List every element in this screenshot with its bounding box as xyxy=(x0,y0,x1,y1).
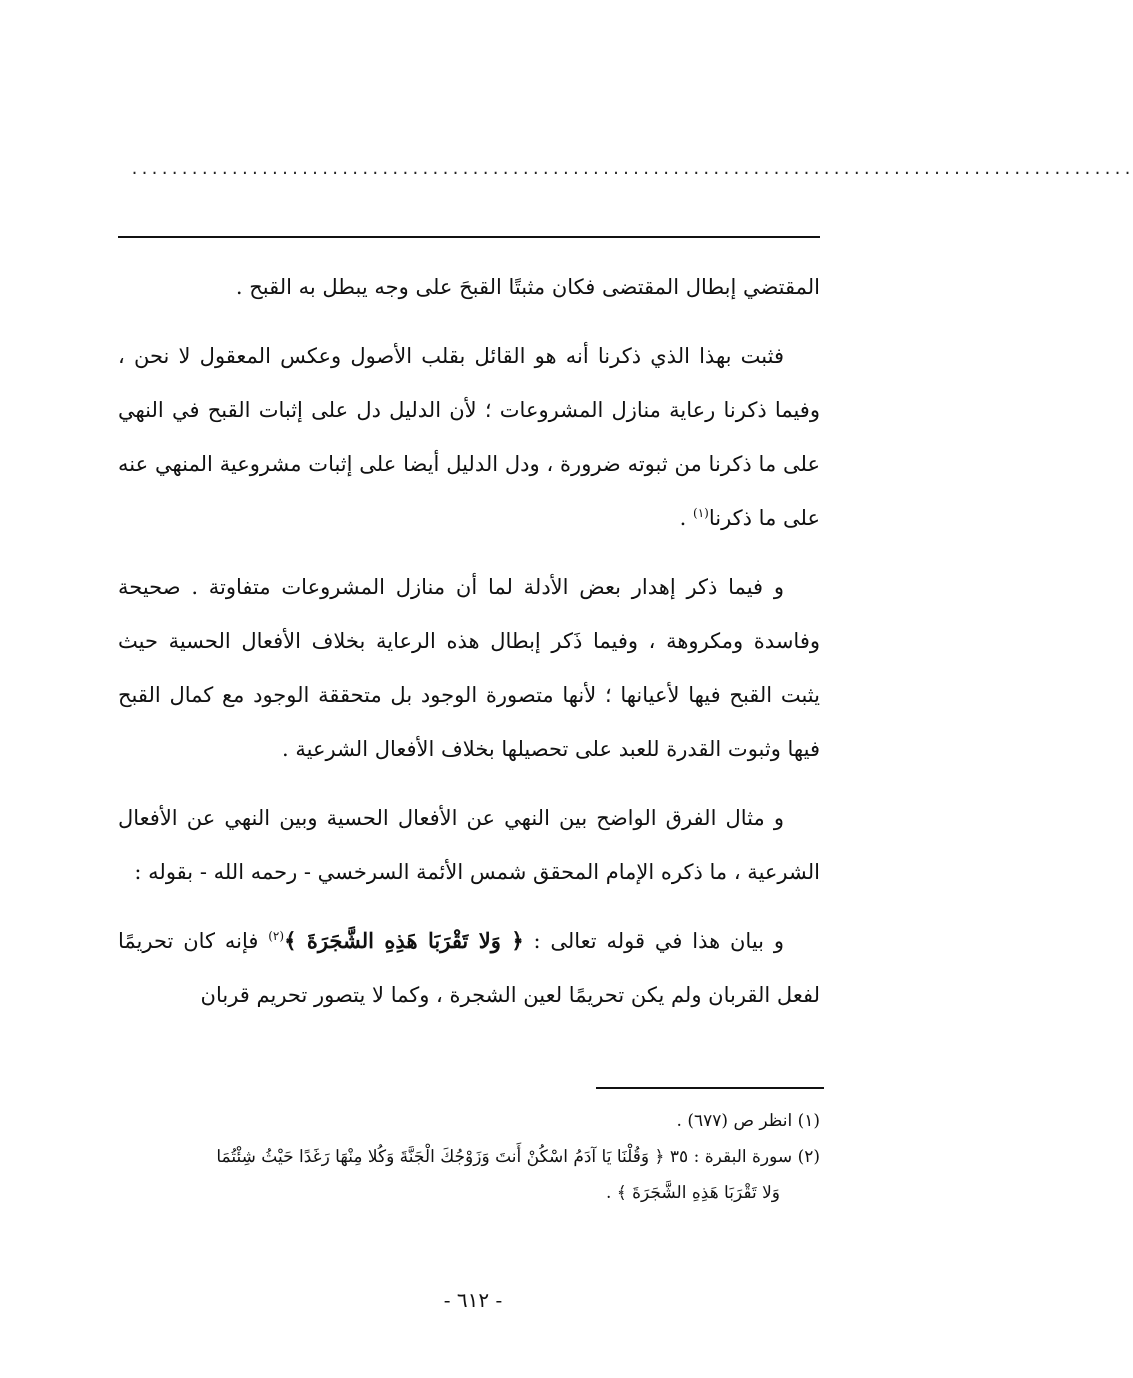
header-dotted-line: .................................................................................................... xyxy=(130,160,1133,178)
paragraph-5 xyxy=(118,914,820,1022)
paragraph-3: و فيما ذكر إهدار بعض الأدلة لما أن منازل المشروعات متفاوتة . صحيحة وفاسدة ومكروهة ، وفيما ذَكر إبطال هذه الرعاية بخلاف الأفعال الحسية حيث يثبت القبح فيها لأعيانها ؛ لأنها متصورة الوجود بل متحققة الوجود مع كمال القبح فيها وثبوت القدرة للعبد على تحصيلها بخلاف الأفعال الشرعية . xyxy=(118,575,820,761)
header-rule xyxy=(118,236,820,238)
main-text xyxy=(118,260,820,1037)
quran-verse: ﴿ وَلا تَقْرَبَا هَذِهِ الشَّجَرَةَ ﴾ xyxy=(284,928,524,953)
paragraph-5-start: و بيان هذا في قوله تعالى : xyxy=(523,929,784,953)
footnote-1: (١) انظر ص (٦٧٧) . xyxy=(676,1111,820,1131)
paragraph-2 xyxy=(118,329,820,545)
paragraph-2-text: فثبت بهذا الذي ذكرنا أنه هو القائل بقلب الأصول وعكس المعقول لا نحن ، وفيما ذكرنا رعاية منازل المشروعات ؛ لأن الدليل دل على إثبات القبح في النهي على ما ذكرنا من ثبوته ضرورة ، ودل الدليل أيضا على إثبات مشروعية المنهي عنه على ما ذكرنا xyxy=(118,344,820,530)
footnote-2-line-1: (٢) سورة البقرة : ٣٥ ﴿ وَقُلْنَا يَا آدَمُ اسْكُنْ أَنتَ وَزَوْجُكَ الْجَنَّةَ وَكُلا مِنْهَا رَغَدًا حَيْثُ شِئْتُمَا xyxy=(216,1147,820,1167)
footnote-rule xyxy=(596,1087,824,1089)
paragraph-2-end: . xyxy=(679,506,693,530)
page-number: - ٦١٢ - xyxy=(443,1288,503,1312)
paragraph-4: و مثال الفرق الواضح بين النهي عن الأفعال الحسية وبين النهي عن الأفعال الشرعية ، ما ذكره الإمام المحقق شمس الأئمة السرخسي - رحمه الله - بقوله : xyxy=(118,806,820,884)
paragraph-5-rest: فإنه كان تحريمًا لفعل القربان ولم يكن تحريمًا لعين الشجرة ، وكما لا يتصور تحريم قربان xyxy=(118,929,820,1007)
footnote-ref-1: (١) xyxy=(693,506,709,520)
footnote-2-line-2: وَلا تَقْرَبَا هَذِهِ الشَّجَرَةَ ﴾ . xyxy=(605,1183,780,1203)
footnote-ref-2: (٢) xyxy=(268,929,285,943)
footnotes xyxy=(118,1103,820,1211)
paragraph-1: المقتضي إبطال المقتضى فكان مثبتًا القبحَ على وجه يبطل به القبح . xyxy=(235,275,820,299)
